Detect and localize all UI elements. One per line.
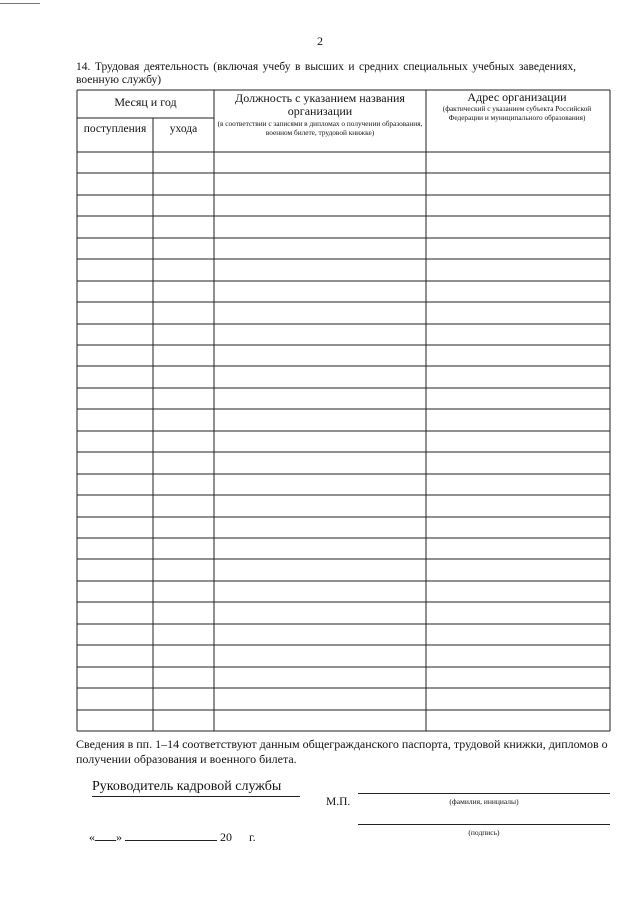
page-number: 2 — [317, 34, 323, 48]
stamp-label: М.П. — [326, 796, 351, 808]
date-line — [83, 815, 256, 845]
date-year-suffix: г. — [249, 830, 256, 844]
day-field[interactable] — [95, 830, 116, 841]
date-close-quote: » — [116, 830, 122, 844]
signature-line[interactable] — [358, 824, 610, 825]
date-year-prefix: 20 — [220, 830, 232, 844]
col-position-note: (в соответствии с записями в дипломах о получении образования, военном билете, трудовой книжке) — [217, 119, 423, 137]
notice-text: Сведения в пп. 1–14 соответствуют данным общегражданского паспорта, трудовой книжки, дипломов о получении образования и военного билета. — [76, 737, 608, 766]
hr-head-title: Руководитель кадровой службы — [92, 779, 282, 794]
col-address-note: (фактический с указанием субъекта Российской Федерации и муниципального образования) — [442, 104, 592, 122]
month-field[interactable] — [125, 830, 217, 841]
signature-caption: (подпись) — [468, 828, 500, 837]
year-field[interactable] — [232, 830, 246, 841]
hr-title-underline — [92, 796, 300, 797]
section-heading: 14. Трудовая деятельность (включая учебу в высших и средних специальных учебных заведениях, военную службу) — [76, 61, 576, 86]
col-exit-header: ухода — [169, 123, 198, 135]
col-position-header: Должность с указанием названия организации — [235, 91, 405, 118]
name-caption: (фамилия, инициалы) — [449, 797, 519, 806]
col-entry-header: поступления — [83, 123, 147, 135]
date-open-quote: « — [89, 830, 95, 844]
col-month-year-header: Месяц и год — [114, 95, 177, 109]
name-line[interactable] — [358, 793, 610, 794]
col-address-header: Адрес организации — [467, 90, 567, 104]
